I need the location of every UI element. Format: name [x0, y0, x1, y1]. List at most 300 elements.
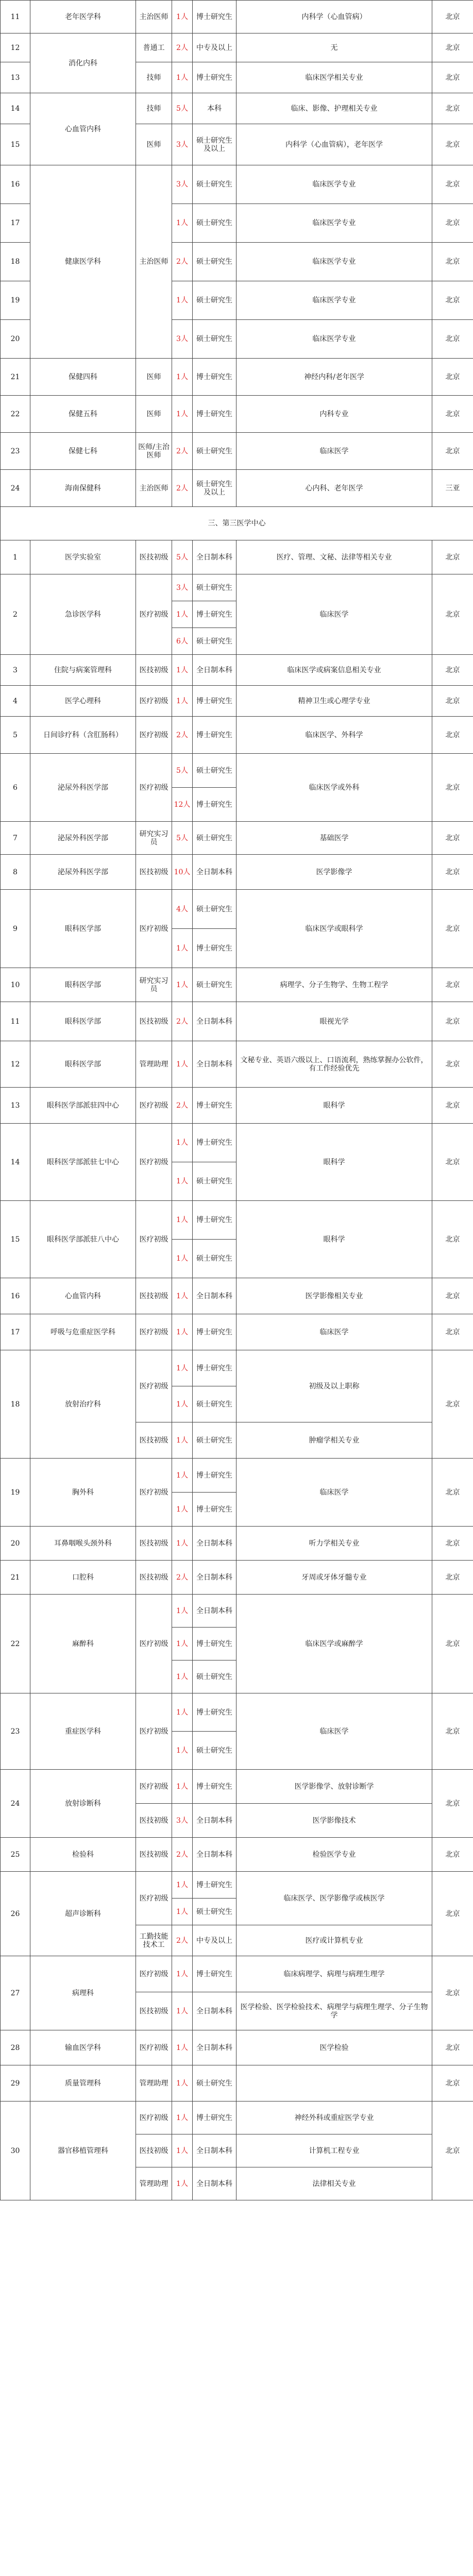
- cell-major: 牙周或牙体牙髓专业: [236, 1561, 432, 1595]
- cell-num: 1人: [172, 204, 193, 243]
- cell-no: 24: [1, 1770, 30, 1838]
- cell-post: 医技初级: [136, 855, 172, 890]
- cell-edu: 硕士研究生: [193, 320, 236, 359]
- cell-loc: 北京: [432, 396, 473, 433]
- cell-num: 5人: [172, 93, 193, 124]
- cell-no: 14: [1, 1124, 30, 1201]
- cell-dept: 麻醉科: [30, 1595, 136, 1693]
- cell-post: 主治医师: [136, 1, 172, 33]
- cell-dept: 住院与病案管理科: [30, 655, 136, 686]
- cell-no: 25: [1, 1838, 30, 1872]
- cell-dept: 日间诊疗科（含肛肠科）: [30, 717, 136, 754]
- cell-no: 15: [1, 1201, 30, 1278]
- cell-no: 29: [1, 2065, 30, 2102]
- cell-major: 精神卫生或心理学专业: [236, 686, 432, 717]
- cell-major: 听力学相关专业: [236, 1527, 432, 1561]
- cell-dept: 放射诊断科: [30, 1770, 136, 1838]
- table-row: [1, 890, 473, 929]
- cell-edu: 硕士研究生: [193, 968, 236, 1002]
- cell-post: 医疗初级: [136, 1124, 172, 1201]
- cell-dept: 泌尿外科医学部: [30, 855, 136, 890]
- cell-major: 临床医学专业: [236, 165, 432, 204]
- cell-edu: 硕士研究生: [193, 243, 236, 281]
- cell-dept: 保健七科: [30, 433, 136, 470]
- cell-num: 1人: [172, 1124, 193, 1162]
- cell-num: 1人: [172, 2167, 193, 2200]
- cell-edu: 博士研究生: [193, 1493, 236, 1527]
- cell-num: 1人: [172, 2102, 193, 2134]
- cell-major: 临床医学相关专业: [236, 62, 432, 93]
- cell-major: 基础医学: [236, 822, 432, 855]
- cell-num: 1人: [172, 1041, 193, 1088]
- cell-major: 临床医学专业: [236, 243, 432, 281]
- table-row: [1, 33, 473, 62]
- cell-major: 神经内科/老年医学: [236, 359, 432, 396]
- table-row: [1, 1, 473, 33]
- table-row: [1, 2030, 473, 2065]
- cell-major: 临床医学或外科: [236, 754, 432, 822]
- cell-post: 医技初级: [136, 1527, 172, 1561]
- cell-edu: 硕士研究生: [193, 754, 236, 788]
- cell-edu: 硕士研究生: [193, 2065, 236, 2102]
- cell-post: 管理助理: [136, 2167, 172, 2200]
- cell-num: 1人: [172, 1240, 193, 1278]
- cell-major: 临床医学专业: [236, 320, 432, 359]
- cell-num: 1人: [172, 1992, 193, 2030]
- cell-num: 2人: [172, 717, 193, 754]
- cell-edu: 博士研究生: [193, 396, 236, 433]
- cell-num: 1人: [172, 1, 193, 33]
- cell-no: 4: [1, 686, 30, 717]
- table-row: [1, 754, 473, 788]
- cell-dept: 眼科医学部: [30, 890, 136, 968]
- cell-post: 医技初级: [136, 655, 172, 686]
- table-row: [1, 396, 473, 433]
- cell-edu: 全日制本科: [193, 1002, 236, 1041]
- cell-loc: 北京: [432, 1956, 473, 2030]
- cell-edu: 硕士研究生: [193, 204, 236, 243]
- cell-major: 肿瘤学相关专业: [236, 1422, 432, 1459]
- table-row: [1, 1956, 473, 1992]
- cell-major: 临床医学专业: [236, 281, 432, 320]
- cell-post: 医疗初级: [136, 1693, 172, 1770]
- cell-edu: 硕士研究生: [193, 1732, 236, 1770]
- cell-major: 医学影像学: [236, 855, 432, 890]
- cell-edu: 全日制本科: [193, 1527, 236, 1561]
- cell-dept: 耳鼻咽喉头颈外科: [30, 1527, 136, 1561]
- cell-post: 医疗初级: [136, 1872, 172, 1925]
- cell-num: 1人: [172, 968, 193, 1002]
- cell-major: 临床医学专业: [236, 204, 432, 243]
- table-row: [1, 1838, 473, 1872]
- cell-no: 7: [1, 822, 30, 855]
- cell-edu: 博士研究生: [193, 1459, 236, 1493]
- cell-post: 医疗初级: [136, 890, 172, 968]
- cell-loc: 北京: [432, 540, 473, 574]
- cell-major: 病理学、分子生物学、生物工程学: [236, 968, 432, 1002]
- cell-num: 3人: [172, 124, 193, 165]
- table-row: [1, 165, 473, 204]
- cell-no: 21: [1, 1561, 30, 1595]
- table-row: [1, 1201, 473, 1240]
- cell-dept: 急诊医学科: [30, 574, 136, 655]
- cell-edu: 全日制本科: [193, 2134, 236, 2167]
- cell-loc: 北京: [432, 1002, 473, 1041]
- cell-dept: 医学实验室: [30, 540, 136, 574]
- cell-dept: 健康医学科: [30, 165, 136, 359]
- cell-loc: 北京: [432, 574, 473, 655]
- cell-dept: 超声诊断科: [30, 1872, 136, 1956]
- cell-post: 医技初级: [136, 2134, 172, 2167]
- cell-num: 3人: [172, 165, 193, 204]
- cell-dept: 呼吸与危重症医学科: [30, 1314, 136, 1350]
- cell-no: 12: [1, 33, 30, 62]
- cell-no: 1: [1, 540, 30, 574]
- cell-loc: 三亚: [432, 470, 473, 507]
- cell-no: 16: [1, 1278, 30, 1314]
- cell-num: 1人: [172, 686, 193, 717]
- cell-dept: 眼科医学部: [30, 968, 136, 1002]
- cell-edu: 博士研究生: [193, 359, 236, 396]
- cell-num: 1人: [172, 1872, 193, 1899]
- cell-loc: 北京: [432, 165, 473, 204]
- cell-dept: 消化内科: [30, 33, 136, 93]
- cell-dept: 眼科医学部派驻八中心: [30, 1201, 136, 1278]
- table-row: [1, 93, 473, 124]
- cell-num: 2人: [172, 1561, 193, 1595]
- cell-edu: 硕士研究生: [193, 1162, 236, 1201]
- table-row: [1, 717, 473, 754]
- cell-major: 神经外科或重症医学专业: [236, 2102, 432, 2134]
- cell-major: 临床医学或麻醉学: [236, 1595, 432, 1693]
- cell-post: 医疗初级: [136, 1350, 172, 1422]
- cell-loc: 北京: [432, 2030, 473, 2065]
- cell-loc: 北京: [432, 243, 473, 281]
- table-row: [1, 1595, 473, 1628]
- cell-edu: 硕士研究生: [193, 574, 236, 601]
- cell-dept: 眼科医学部派驻七中心: [30, 1124, 136, 1201]
- cell-major: 临床医学: [236, 1459, 432, 1527]
- cell-edu: 博士研究生: [193, 1693, 236, 1732]
- cell-major: 眼科学: [236, 1124, 432, 1201]
- cell-no: 8: [1, 855, 30, 890]
- cell-num: 1人: [172, 601, 193, 628]
- cell-loc: 北京: [432, 433, 473, 470]
- cell-post: 医疗初级: [136, 2030, 172, 2065]
- cell-no: 13: [1, 1088, 30, 1124]
- cell-major: 临床医学、外科学: [236, 717, 432, 754]
- cell-no: 26: [1, 1872, 30, 1956]
- cell-post: 医师/主治医师: [136, 433, 172, 470]
- cell-major: 内科学（心血管病）: [236, 1, 432, 33]
- cell-num: 1人: [172, 1386, 193, 1422]
- table-row: [1, 1770, 473, 1804]
- cell-num: 4人: [172, 890, 193, 929]
- cell-num: 1人: [172, 281, 193, 320]
- cell-edu: 硕士研究生: [193, 1386, 236, 1422]
- table-row: [1, 2065, 473, 2102]
- cell-edu: 本科: [193, 93, 236, 124]
- cell-loc: 北京: [432, 717, 473, 754]
- cell-post: 医技初级: [136, 1422, 172, 1459]
- cell-no: 14: [1, 93, 30, 124]
- cell-no: 9: [1, 890, 30, 968]
- cell-edu: 博士研究生: [193, 2102, 236, 2134]
- cell-dept: 重症医学科: [30, 1693, 136, 1770]
- cell-no: 3: [1, 655, 30, 686]
- cell-major: 医学影像相关专业: [236, 1278, 432, 1314]
- cell-edu: 中专及以上: [193, 33, 236, 62]
- cell-edu: 全日制本科: [193, 1561, 236, 1595]
- cell-dept: 老年医学科: [30, 1, 136, 33]
- table-row: [1, 855, 473, 890]
- cell-edu: 博士研究生: [193, 1201, 236, 1240]
- cell-edu: 硕士研究生及以上: [193, 470, 236, 507]
- cell-edu: 硕士研究生: [193, 1422, 236, 1459]
- cell-no: 6: [1, 754, 30, 822]
- cell-num: 2人: [172, 1002, 193, 1041]
- cell-edu: 全日制本科: [193, 855, 236, 890]
- cell-loc: 北京: [432, 1314, 473, 1350]
- cell-edu: 硕士研究生: [193, 281, 236, 320]
- cell-num: 1人: [172, 1493, 193, 1527]
- cell-major: 临床医学: [236, 574, 432, 655]
- cell-major: 医学检验: [236, 2030, 432, 2065]
- cell-num: 2人: [172, 1925, 193, 1956]
- cell-major: 医疗或计算机专业: [236, 1925, 432, 1956]
- cell-post: 医技初级: [136, 1278, 172, 1314]
- cell-loc: 北京: [432, 124, 473, 165]
- cell-major: 内科学（心血管病），老年医学: [236, 124, 432, 165]
- cell-no: 20: [1, 320, 30, 359]
- cell-loc: 北京: [432, 281, 473, 320]
- cell-no: 18: [1, 243, 30, 281]
- cell-num: 1人: [172, 1732, 193, 1770]
- table-row: [1, 655, 473, 686]
- cell-num: 1人: [172, 1162, 193, 1201]
- table-row: [1, 822, 473, 855]
- cell-post: 技师: [136, 62, 172, 93]
- cell-major: 法律相关专业: [236, 2167, 432, 2200]
- cell-post: 管理助理: [136, 1041, 172, 1088]
- cell-no: 21: [1, 359, 30, 396]
- cell-loc: 北京: [432, 822, 473, 855]
- table-row: [1, 433, 473, 470]
- cell-loc: 北京: [432, 1459, 473, 1527]
- cell-loc: 北京: [432, 686, 473, 717]
- cell-no: 23: [1, 433, 30, 470]
- cell-major: 临床、影像、护理相关专业: [236, 93, 432, 124]
- cell-no: 18: [1, 1350, 30, 1459]
- cell-edu: 硕士研究生及以上: [193, 124, 236, 165]
- cell-dept: 保健四科: [30, 359, 136, 396]
- cell-num: 5人: [172, 754, 193, 788]
- cell-edu: 全日制本科: [193, 2030, 236, 2065]
- table-row: [1, 1124, 473, 1162]
- cell-edu: 硕士研究生: [193, 890, 236, 929]
- cell-num: 3人: [172, 1804, 193, 1838]
- cell-major: 临床医学或病案信息相关专业: [236, 655, 432, 686]
- table-row: [1, 359, 473, 396]
- cell-edu: 博士研究生: [193, 601, 236, 628]
- cell-post: 医疗初级: [136, 754, 172, 822]
- cell-loc: 北京: [432, 1041, 473, 1088]
- cell-loc: 北京: [432, 1, 473, 33]
- cell-no: 19: [1, 281, 30, 320]
- cell-no: 17: [1, 1314, 30, 1350]
- cell-dept: 病理科: [30, 1956, 136, 2030]
- cell-loc: 北京: [432, 93, 473, 124]
- cell-no: 24: [1, 470, 30, 507]
- cell-num: 3人: [172, 574, 193, 601]
- cell-loc: 北京: [432, 1561, 473, 1595]
- cell-loc: 北京: [432, 33, 473, 62]
- cell-edu: 博士研究生: [193, 1872, 236, 1899]
- table-row: [1, 1002, 473, 1041]
- cell-major: 文秘专业、英语六级以上、口语流利，熟练掌握办公软件，有工作经验优先: [236, 1041, 432, 1088]
- cell-post: 医技初级: [136, 540, 172, 574]
- section-title: 三、第三医学中心: [1, 507, 473, 540]
- cell-post: 管理助理: [136, 2065, 172, 2102]
- cell-num: 1人: [172, 2030, 193, 2065]
- cell-loc: 北京: [432, 1693, 473, 1770]
- cell-no: 28: [1, 2030, 30, 2065]
- cell-num: 1人: [172, 1693, 193, 1732]
- cell-edu: 博士研究生: [193, 788, 236, 822]
- cell-num: 1人: [172, 1422, 193, 1459]
- cell-edu: 硕士研究生: [193, 628, 236, 655]
- cell-post: 工勤技能技术工: [136, 1925, 172, 1956]
- cell-post: 主治医师: [136, 165, 172, 359]
- cell-major: 临床医学、医学影像学或核医学: [236, 1872, 432, 1925]
- table-row: [1, 1314, 473, 1350]
- cell-num: 3人: [172, 320, 193, 359]
- cell-edu: 博士研究生: [193, 1628, 236, 1660]
- cell-edu: 博士研究生: [193, 929, 236, 968]
- cell-loc: 北京: [432, 890, 473, 968]
- cell-num: 1人: [172, 1899, 193, 1925]
- cell-num: 2人: [172, 433, 193, 470]
- cell-loc: 北京: [432, 1770, 473, 1838]
- cell-dept: 质量管理科: [30, 2065, 136, 2102]
- cell-edu: 博士研究生: [193, 1314, 236, 1350]
- cell-major: 医学影像技术: [236, 1804, 432, 1838]
- cell-post: 医疗初级: [136, 1956, 172, 1992]
- table-row: [1, 968, 473, 1002]
- cell-num: 1人: [172, 1278, 193, 1314]
- cell-edu: 全日制本科: [193, 1838, 236, 1872]
- cell-num: 10人: [172, 855, 193, 890]
- cell-loc: 北京: [432, 359, 473, 396]
- cell-post: 研究实习员: [136, 822, 172, 855]
- cell-edu: 中专及以上: [193, 1925, 236, 1956]
- cell-edu: 博士研究生: [193, 1350, 236, 1386]
- cell-loc: 北京: [432, 1124, 473, 1201]
- cell-no: 27: [1, 1956, 30, 2030]
- cell-major: 初级及以上职称: [236, 1350, 432, 1422]
- cell-loc: 北京: [432, 1088, 473, 1124]
- cell-num: 1人: [172, 396, 193, 433]
- cell-no: 5: [1, 717, 30, 754]
- cell-num: 2人: [172, 1088, 193, 1124]
- table-row: [1, 1459, 473, 1493]
- cell-post: 研究实习员: [136, 968, 172, 1002]
- cell-edu: 全日制本科: [193, 655, 236, 686]
- cell-edu: 博士研究生: [193, 1770, 236, 1804]
- cell-post: 医疗初级: [136, 717, 172, 754]
- cell-num: 1人: [172, 1628, 193, 1660]
- cell-num: 1人: [172, 655, 193, 686]
- cell-edu: 硕士研究生: [193, 1899, 236, 1925]
- cell-major: 医学检验、医学检验技术、病理学与病理生理学、分子生物学: [236, 1992, 432, 2030]
- cell-post: 医技初级: [136, 1561, 172, 1595]
- table-row: [1, 1350, 473, 1386]
- cell-major: 计算机工程专业: [236, 2134, 432, 2167]
- cell-loc: 北京: [432, 2102, 473, 2200]
- cell-edu: 全日制本科: [193, 1992, 236, 2030]
- cell-dept: 检验科: [30, 1838, 136, 1872]
- cell-loc: 北京: [432, 1350, 473, 1459]
- cell-post: 医疗初级: [136, 1088, 172, 1124]
- cell-edu: 全日制本科: [193, 1804, 236, 1838]
- section-row: [1, 507, 473, 540]
- cell-dept: 器官移植管理科: [30, 2102, 136, 2200]
- cell-edu: 博士研究生: [193, 62, 236, 93]
- cell-post: 医技初级: [136, 1804, 172, 1838]
- cell-num: 1人: [172, 1350, 193, 1386]
- table-row: [1, 1088, 473, 1124]
- cell-num: 1人: [172, 1660, 193, 1693]
- cell-no: 23: [1, 1693, 30, 1770]
- cell-no: 10: [1, 968, 30, 1002]
- cell-loc: 北京: [432, 1872, 473, 1956]
- cell-post: 主治医师: [136, 470, 172, 507]
- cell-dept: 海南保健科: [30, 470, 136, 507]
- cell-major: 医疗、管理、文秘、法律等相关专业: [236, 540, 432, 574]
- cell-dept: 医学心理科: [30, 686, 136, 717]
- cell-num: 1人: [172, 1201, 193, 1240]
- cell-major: 临床医学: [236, 1314, 432, 1350]
- cell-num: 1人: [172, 1956, 193, 1992]
- table-row: [1, 574, 473, 601]
- cell-dept: 眼科医学部: [30, 1041, 136, 1088]
- cell-num: 1人: [172, 1527, 193, 1561]
- cell-no: 13: [1, 62, 30, 93]
- cell-loc: 北京: [432, 1201, 473, 1278]
- cell-loc: 北京: [432, 2065, 473, 2102]
- cell-major: 临床医学: [236, 433, 432, 470]
- cell-no: 22: [1, 396, 30, 433]
- cell-loc: 北京: [432, 968, 473, 1002]
- table-row: [1, 686, 473, 717]
- cell-major: 无: [236, 33, 432, 62]
- cell-no: 12: [1, 1041, 30, 1088]
- cell-post: 医技初级: [136, 1992, 172, 2030]
- cell-num: 2人: [172, 1838, 193, 1872]
- cell-major: 临床医学: [236, 1693, 432, 1770]
- cell-no: 15: [1, 124, 30, 165]
- cell-edu: 博士研究生: [193, 717, 236, 754]
- cell-dept: 心血管内科: [30, 93, 136, 165]
- cell-post: 医疗初级: [136, 1201, 172, 1278]
- cell-post: 医疗初级: [136, 1770, 172, 1804]
- cell-post: 医疗初级: [136, 1459, 172, 1527]
- cell-major: 医学影像学、放射诊断学: [236, 1770, 432, 1804]
- cell-post: 医疗初级: [136, 574, 172, 655]
- table-row: [1, 1041, 473, 1088]
- cell-num: 1人: [172, 929, 193, 968]
- cell-post: 医疗初级: [136, 1595, 172, 1693]
